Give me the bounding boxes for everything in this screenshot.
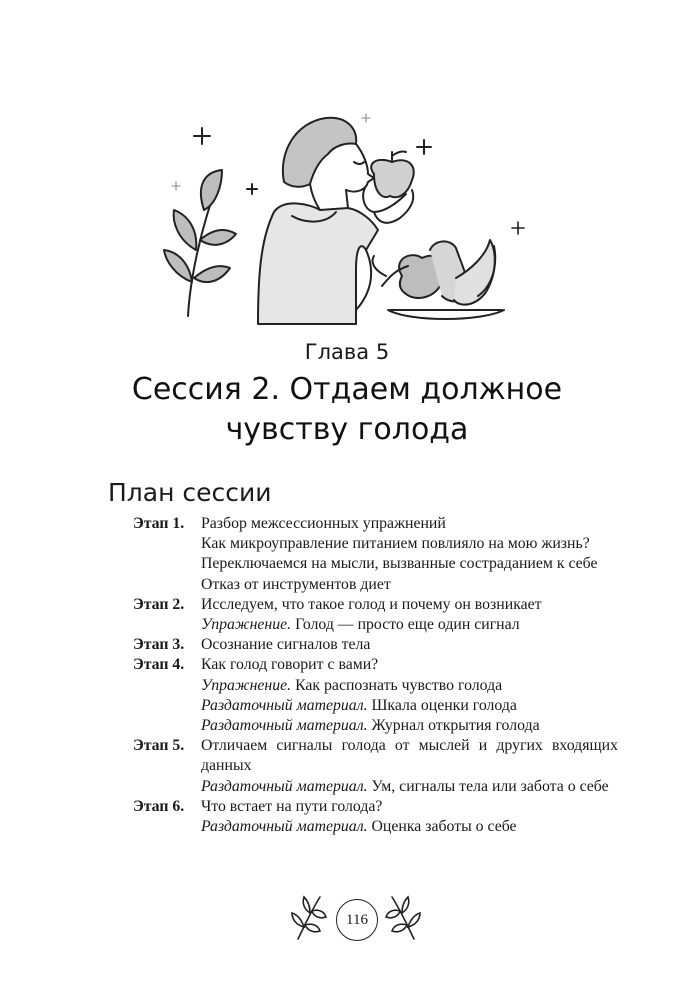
chapter-number: Глава 5: [304, 340, 390, 364]
stage-label: Этап 2.: [133, 595, 185, 613]
stage-line: [201, 676, 618, 696]
chapter-title: [0, 370, 694, 450]
stage-line-prefix: Раздаточный материал.: [201, 777, 368, 795]
stage-item: [108, 635, 618, 655]
stage-line: Осознание сигналов тела: [201, 636, 371, 654]
stage-line-text: Шкала оценки голода: [367, 696, 517, 714]
stage-line-text: Ум, сигналы тела или забота о себе: [367, 777, 609, 795]
stage-item: [108, 514, 618, 595]
stage-line-prefix: Раздаточный материал.: [201, 818, 368, 836]
stage-line: [201, 696, 618, 716]
stage-line-text: Журнал открытия голода: [367, 717, 540, 735]
stage-line: Что встает на пути голода?: [201, 797, 383, 815]
leaf-sprig-icon: [382, 893, 422, 943]
leaf-sprig-icon: [290, 893, 330, 943]
stage-line: [201, 817, 618, 837]
stage-item: [108, 797, 618, 837]
stage-line: Отличаем сигналы голода от мыслей и других входящих данных: [201, 737, 618, 775]
stage-item: [108, 595, 618, 635]
session-plan: [108, 514, 618, 837]
stage-item: [108, 655, 618, 736]
stage-line-prefix: Раздаточный материал.: [201, 696, 368, 714]
stage-line-prefix: Упражнение.: [201, 676, 292, 694]
page-number: 116: [336, 899, 378, 941]
stage-label: Этап 4.: [133, 656, 185, 674]
stage-line-prefix: Раздаточный материал.: [201, 717, 368, 735]
stage-line: Разбор межсессионных упражнений: [201, 515, 446, 532]
stage-line: Как голод говорит с вами?: [201, 656, 379, 674]
stage-line-text: Оценка заботы о себе: [367, 818, 517, 836]
stage-line: [201, 777, 618, 797]
section-heading: План сессии: [108, 478, 272, 507]
stage-label: Этап 3.: [133, 636, 185, 654]
stage-line-text: Как распознать чувство голода: [291, 676, 503, 694]
stage-line-prefix: Упражнение.: [201, 616, 292, 634]
chapter-title-line: чувству голода: [225, 412, 469, 447]
stage-line: Переключаемся на мысли, вызванные состраданием к себе: [201, 555, 598, 573]
stage-label: Этап 6.: [133, 797, 185, 815]
woman-illustration: [258, 118, 414, 324]
stage-item: [108, 736, 618, 797]
stage-line: Исследуем, что такое голод и почему он возникает: [201, 595, 542, 613]
stage-line: Отказ от инструментов диет: [201, 575, 391, 593]
stage-line: [201, 615, 618, 635]
plant-icon: [164, 170, 236, 316]
page-footer: [290, 893, 420, 953]
fruit-bowl-illustration: [373, 240, 505, 319]
stage-label: Этап 1.: [133, 515, 185, 532]
stage-line: [201, 716, 618, 736]
stage-label: Этап 5.: [133, 737, 185, 755]
chapter-illustration: [160, 100, 540, 328]
stage-line: Как микроуправление питанием повлияло на мою жизнь?: [201, 535, 590, 553]
stage-line-text: Голод — просто еще один сигнал: [291, 616, 520, 634]
chapter-title-line: Сессия 2. Отдаем должное: [131, 372, 563, 407]
